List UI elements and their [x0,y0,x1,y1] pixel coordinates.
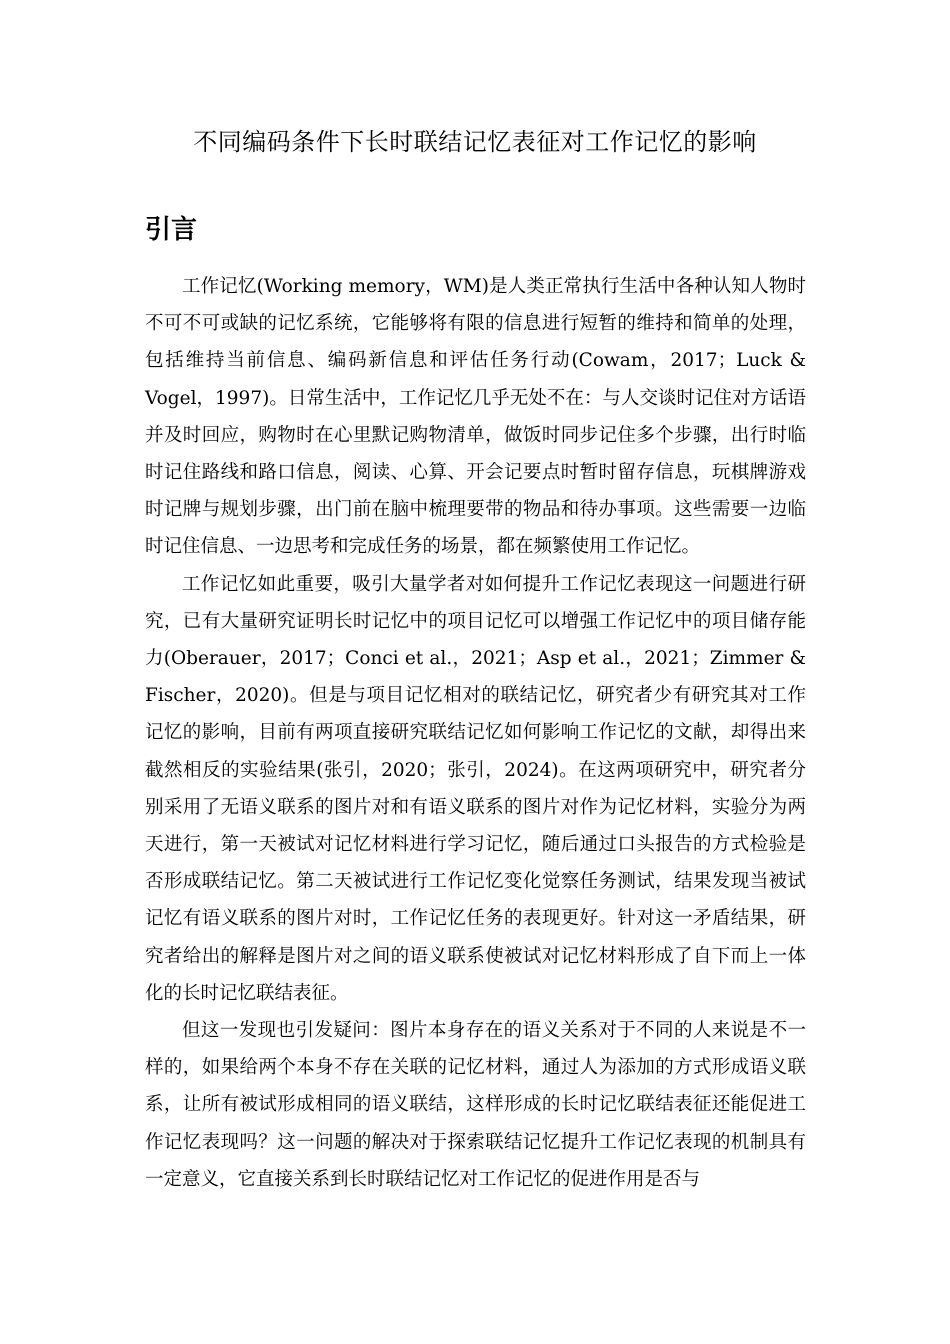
paragraph: 工作记忆如此重要，吸引大量学者对如何提升工作记忆表现这一问题进行研究，已有大量研究证明长时记忆中的项目记忆可以增强工作记忆中的项目储存能力(Oberauer，2017；Conci et al.，2021；Asp et al.，2021；Zimmer & Fischer，2020)。但是与项目记忆相对的联结记忆，研究者少有研究其对工作记忆的影响，目前有两项直接研究联结记忆如何影响工作记忆的文献，却得出来截然相反的实验结果(张引，2020；张引，2024)。在这两项研究中，研究者分别采用了无语义联系的图片对和有语义联系的图片对作为记忆材料，实验分为两天进行，第一天被试对记忆材料进行学习记忆，随后通过口头报告的方式检验是否形成联结记忆。第二天被试进行工作记忆变化觉察任务测试，结果发现当被试记忆有语义联系的图片对时，工作记忆任务的表现更好。针对这一矛盾结果，研究者给出的解释是图片对之间的语义联系使被试对记忆材料形成了自下而上一体化的长时记忆联结表征。 [145,573,806,1004]
body-text [145,268,806,1198]
section-heading-introduction: 引言 [145,215,198,245]
paragraph: 工作记忆(Working memory，WM)是人类正常执行生活中各种认知人物时不可不可或缺的记忆系统，它能够将有限的信息进行短暂的维持和简单的处理，包括维持当前信息、编码新信息和评估任务行动(Cowam，2017；Luck & Vogel，1997)。日常生活中，工作记忆几乎无处不在：与人交谈时记住对方话语并及时回应，购物时在心里默记购物清单，做饭时同步记住多个步骤，出行时临时记住路线和路口信息，阅读、心算、开会记要点时暂时留存信息，玩棋牌游戏时记牌与规划步骤，出门前在脑中梳理要带的物品和待办事项。这些需要一边临时记住信息、一边思考和完成任务的场景，都在频繁使用工作记忆。 [145,276,806,558]
document-title: 不同编码条件下长时联结记忆表征对工作记忆的影响 [193,128,757,156]
paragraph: 但这一发现也引发疑问：图片本身存在的语义关系对于不同的人来说是不一样的，如果给两个本身不存在关联的记忆材料，通过人为添加的方式形成语义联系，让所有被试形成相同的语义联结，这样形成的长时记忆联结表征还能促进工作记忆表现吗？这一问题的解决对于探索联结记忆提升工作记忆表现的机制具有一定意义，它直接关系到长时联结记忆对工作记忆的促进作用是否与 [145,1020,806,1190]
